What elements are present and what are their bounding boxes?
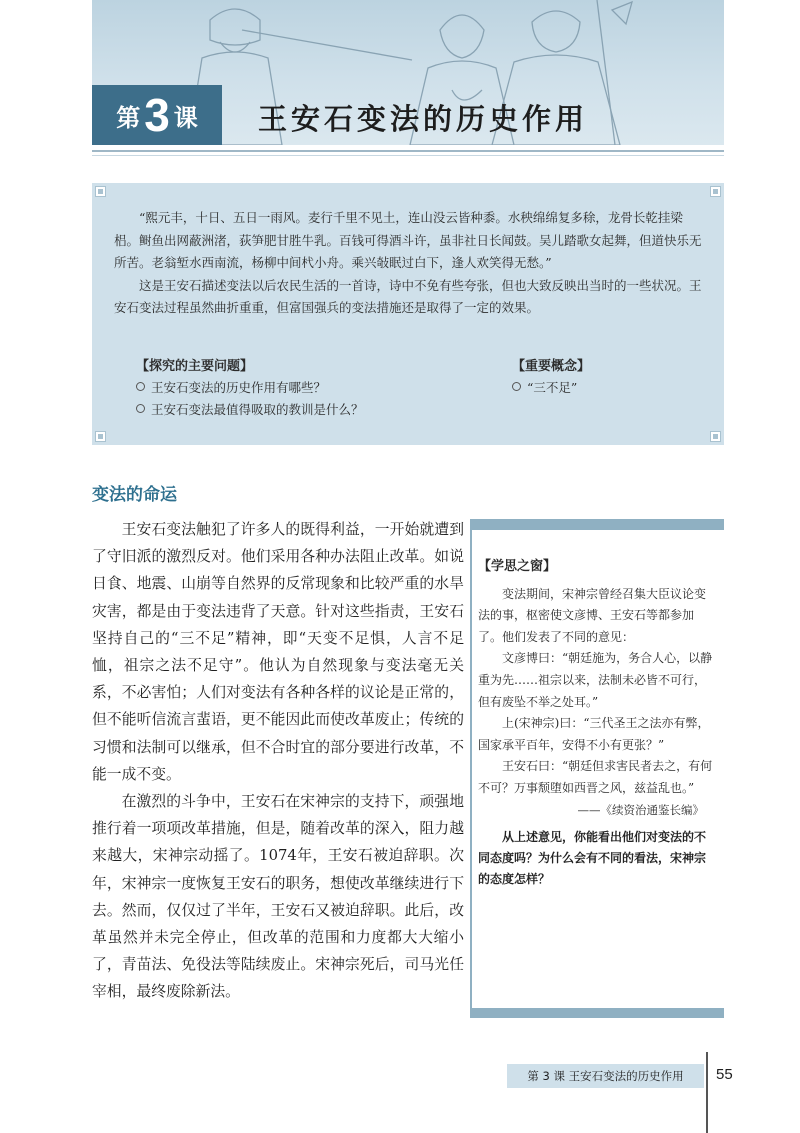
running-footer: 第 3 课 王安石变法的历史作用	[507, 1064, 704, 1088]
sidebar-paragraph: 王安石曰：“朝廷但求害民者去之，有何不可？万事颓堕如西晋之风，兹益乱也。”	[478, 759, 713, 795]
sidebar-bottom-bar	[470, 1008, 724, 1018]
lesson-number: 3	[144, 89, 170, 141]
body-paragraph: 王安石变法触犯了许多人的既得利益，一开始就遭到了守旧派的激烈反对。他们采用各种办法阻止改革。如说日食、地震、山崩等自然界的反常现象和比较严重的水旱灾害，都是由于变法违背了天意。针对这些指责，王安石坚持自己的“三不足”精神，即“天变不足惧，人言不足恤，祖宗之法不足守”。他认为自然现象与变法毫无关系，不必害怕；人们对变法有各种各样的议论是正常的，但不能听信流言蜚语，更不能因此而使改革废止；传统的习惯和法制可以继承，但不合时宜的部分要进行改革，不能一成不变。	[92, 521, 464, 783]
study-window-sidebar	[478, 556, 714, 890]
circle-bullet-icon	[136, 404, 145, 413]
sidebar-question: 从上述意见，你能看出他们对变法的不同态度吗？为什么会有不同的看法，宋神宗的态度怎样？	[478, 830, 707, 887]
intro-box	[92, 183, 724, 445]
intro-poem: “熙元丰，十日、五日一雨风。麦行千里不见土，连山没云皆种黍。水秧绵绵复多稌，龙骨长乾挂梁梠。鲥鱼出网蔽洲渚，荻笋肥甘胜牛乳。百钱可得酒斗许，虽非社日长闻鼓。吴儿踏歌女起舞，但道快乐无所苦。老翁堑水西南流，杨柳中间杙小舟。乘兴敧眠过白下，逢人欢笑得无愁。”	[114, 210, 702, 270]
lesson-prefix: 第	[116, 103, 141, 132]
intro-text	[114, 207, 704, 320]
sidebar-top-bar	[470, 519, 724, 530]
title-divider	[92, 150, 724, 152]
lesson-number-badge	[92, 85, 222, 145]
sidebar-paragraph: 变法期间，宋神宗曾经召集大臣议论变法的事，枢密使文彦博、王安石等都参加了。他们发表了不同的意见：	[478, 586, 707, 644]
sidebar-source: ——《续资治通鉴长编》	[577, 802, 704, 817]
circle-bullet-icon	[512, 382, 521, 391]
lesson-suffix: 课	[173, 103, 198, 132]
concepts-heading: 【重要概念】	[512, 359, 591, 374]
question-item: 王安石变法的历史作用有哪些？	[136, 377, 364, 399]
section-body	[92, 516, 464, 1006]
footer-divider	[706, 1052, 708, 1133]
questions-heading: 【探究的主要问题】	[136, 359, 254, 374]
section-heading: 变法的命运	[92, 485, 177, 505]
concept-item: “三不足”	[512, 377, 590, 399]
circle-bullet-icon	[136, 382, 145, 391]
page-number: 55	[716, 1066, 733, 1083]
corner-ornament	[710, 186, 721, 197]
sidebar-paragraph: 文彦博曰：“朝廷施为，务合人心，以静重为先……祖宗以来，法制未必皆不可行，但有废坠不举之处耳。”	[478, 651, 713, 709]
questions-column	[136, 355, 364, 421]
title-divider-thin	[92, 155, 724, 156]
intro-paragraph: 这是王安石描述变法以后农民生活的一首诗，诗中不免有些夸张，但也大致反映出当时的一些状况。王安石变法过程虽然曲折重重，但富国强兵的变法措施还是取得了一定的效果。	[114, 277, 702, 315]
corner-ornament	[710, 431, 721, 442]
corner-ornament	[95, 186, 106, 197]
page-title: 王安石变法的历史作用	[258, 102, 589, 136]
sidebar-title: 【学思之窗】	[478, 559, 557, 574]
concepts-column	[512, 355, 590, 399]
corner-ornament	[95, 431, 106, 442]
body-paragraph: 在激烈的斗争中，王安石在宋神宗的支持下，顽强地推行着一项项改革措施，但是，随着改革的深入，阻力越来越大，宋神宗动摇了。1074年，王安石被迫辞职。次年，宋神宗一度恢复王安石的职务，想使改革继续进行下去。然而，仅仅过了半年，王安石又被迫辞职。此后，改革虽然并未完全停止，但改革的范围和力度都大大缩小了，青苗法、免役法等陆续废止。宋神宗死后，司马光任宰相，最终废除新法。	[92, 793, 464, 1001]
sidebar-left-rule	[470, 530, 472, 1008]
question-item: 王安石变法最值得吸取的教训是什么？	[136, 399, 364, 421]
sidebar-paragraph: 上(宋神宗)曰：“三代圣王之法亦有弊，国家承平百年，安得不小有更张？”	[478, 716, 710, 752]
